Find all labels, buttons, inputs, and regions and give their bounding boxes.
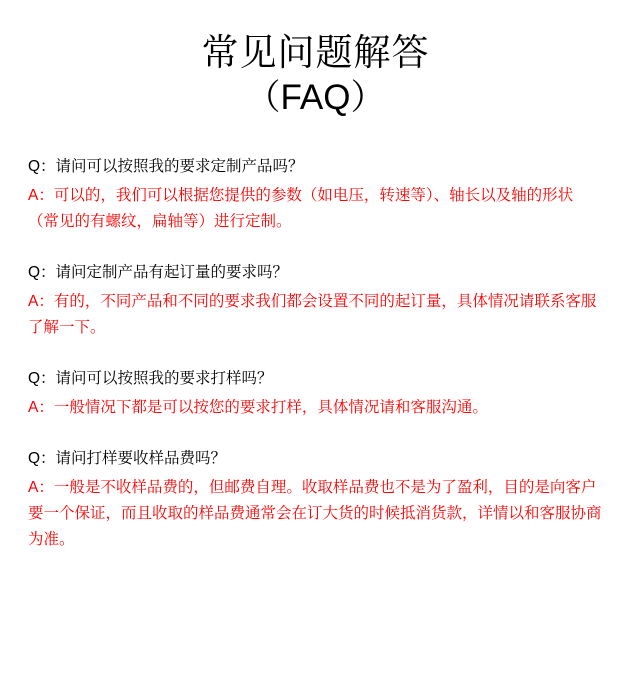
faq-item <box>28 260 603 341</box>
faq-item <box>28 366 603 421</box>
faq-list <box>0 154 631 553</box>
faq-question: Q：请问打样要收样品费吗？ <box>28 450 227 467</box>
faq-question: Q：请问可以按照我的要求打样吗？ <box>28 370 273 387</box>
faq-item <box>28 446 603 553</box>
faq-answer: A：可以的，我们可以根据您提供的参数（如电压，转速等）、轴长以及轴的形状（常见的有螺纹，扁轴等）进行定制。 <box>28 187 574 230</box>
faq-item <box>28 154 603 235</box>
faq-question: Q：请问可以按照我的要求定制产品吗？ <box>28 158 304 175</box>
title-main: 常见问题解答 <box>201 32 430 73</box>
faq-answer: A：有的，不同产品和不同的要求我们都会设置不同的起订量，具体情况请联系客服了解一下。 <box>28 293 597 336</box>
faq-answer: A：一般是不收样品费的，但邮费自理。收取样品费也不是为了盈利，目的是向客户要一个保证，而且收取的样品费通常会在订大货的时候抵消货款，详情以和客服协商为准。 <box>28 479 602 548</box>
faq-question: Q：请问定制产品有起订量的要求吗？ <box>28 264 289 281</box>
title-sub: （FAQ） <box>245 78 386 117</box>
page-title <box>0 0 631 120</box>
faq-answer: A：一般情况下都是可以按您的要求打样，具体情况请和客服沟通。 <box>28 399 488 416</box>
